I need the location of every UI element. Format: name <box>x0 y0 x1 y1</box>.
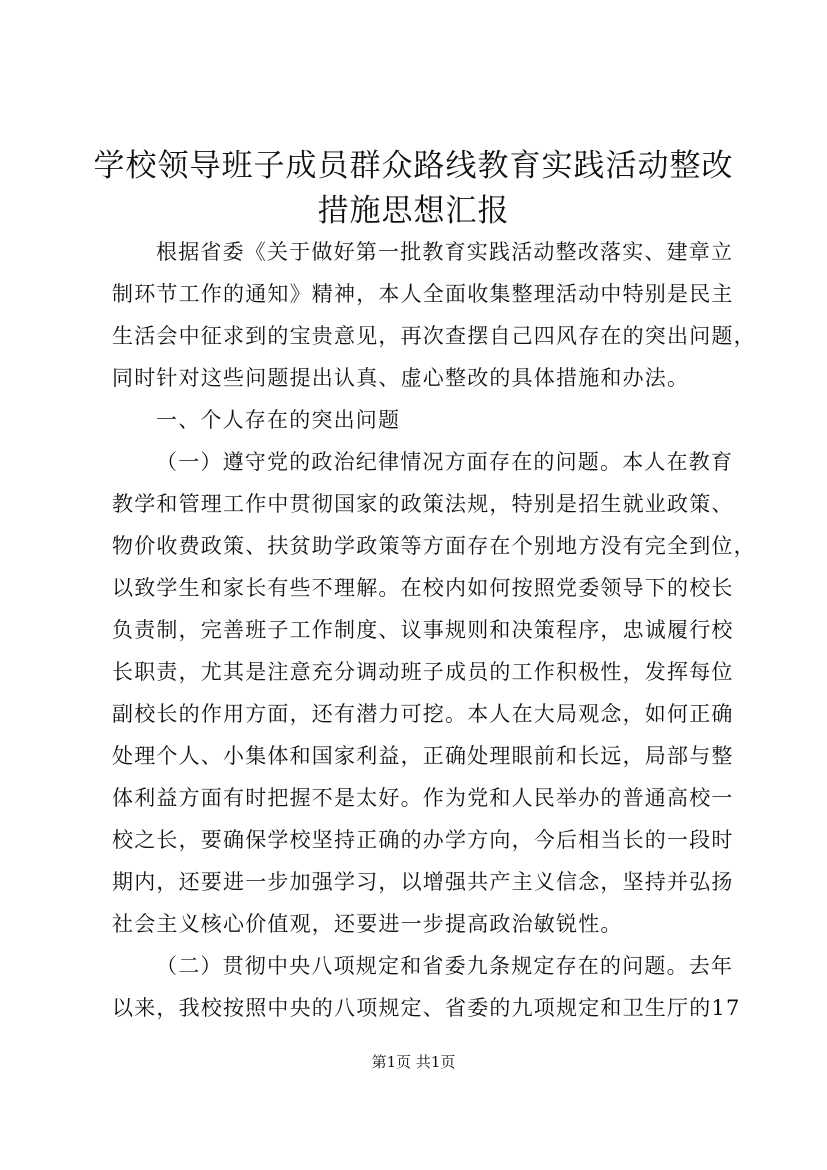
text-line: 校之长，要确保学校坚持正确的办学方向，今后相当长的一段时 <box>112 828 734 852</box>
paragraph-intro <box>112 231 756 399</box>
text-line: 物价收费政策、扶贫助学政策等方面存在个别地方没有完全到位， <box>112 534 756 558</box>
paragraph-political-discipline <box>112 441 756 945</box>
text-line: （二）贯彻中央八项规定和省委九条规定存在的问题。去年 <box>156 954 734 978</box>
text-line: 长职责，尤其是注意充分调动班子成员的工作积极性，发挥每位 <box>112 660 734 684</box>
text-line: 制环节工作的通知》精神，本人全面收集整理活动中特别是民主 <box>112 282 734 306</box>
text-line: 根据省委《关于做好第一批教育实践活动整改落实、建章立 <box>156 240 734 264</box>
text-line: （一）遵守党的政治纪律情况方面存在的问题。本人在教育 <box>156 450 734 474</box>
document-title-line-1: 学校领导班子成员群众路线教育实践活动整改 <box>93 148 734 184</box>
text-line: 以致学生和家长有些不理解。在校内如何按照党委领导下的校长 <box>112 576 734 600</box>
text-line: 社会主义核心价值观，还要进一步提高政治敏锐性。 <box>112 912 623 936</box>
section-heading <box>112 399 727 441</box>
text-line: 副校长的作用方面，还有潜力可挖。本人在大局观念，如何正确 <box>112 702 734 726</box>
paragraph-eight-regulations <box>112 945 741 1029</box>
document-title-line-2: 措施思想汇报 <box>317 193 510 229</box>
heading-line: 一、个人存在的突出问题 <box>156 408 401 432</box>
text-line: 以来，我校按照中央的八项规定、省委的九项规定和卫生厅的17 <box>112 996 741 1020</box>
text-line: 生活会中征求到的宝贵意见，再次查摆自己四风存在的突出问题， <box>112 324 756 348</box>
text-line: 教学和管理工作中贯彻国家的政策法规，特别是招生就业政策、 <box>112 492 734 516</box>
page-footer: 第1页 共1页 <box>371 1053 456 1071</box>
text-line: 负责制，完善班子工作制度、议事规则和决策程序，忠诚履行校 <box>112 618 734 642</box>
text-line: 期内，还要进一步加强学习，以增强共产主义信念，坚持并弘扬 <box>112 870 734 894</box>
text-line: 处理个人、小集体和国家利益，正确处理眼前和长远，局部与整 <box>112 744 734 768</box>
text-line: 体利益方面有时把握不是太好。作为党和人民举办的普通高校一 <box>112 786 734 810</box>
document-body <box>112 231 756 1029</box>
text-line: 同时针对这些问题提出认真、虚心整改的具体措施和办法。 <box>112 366 690 390</box>
